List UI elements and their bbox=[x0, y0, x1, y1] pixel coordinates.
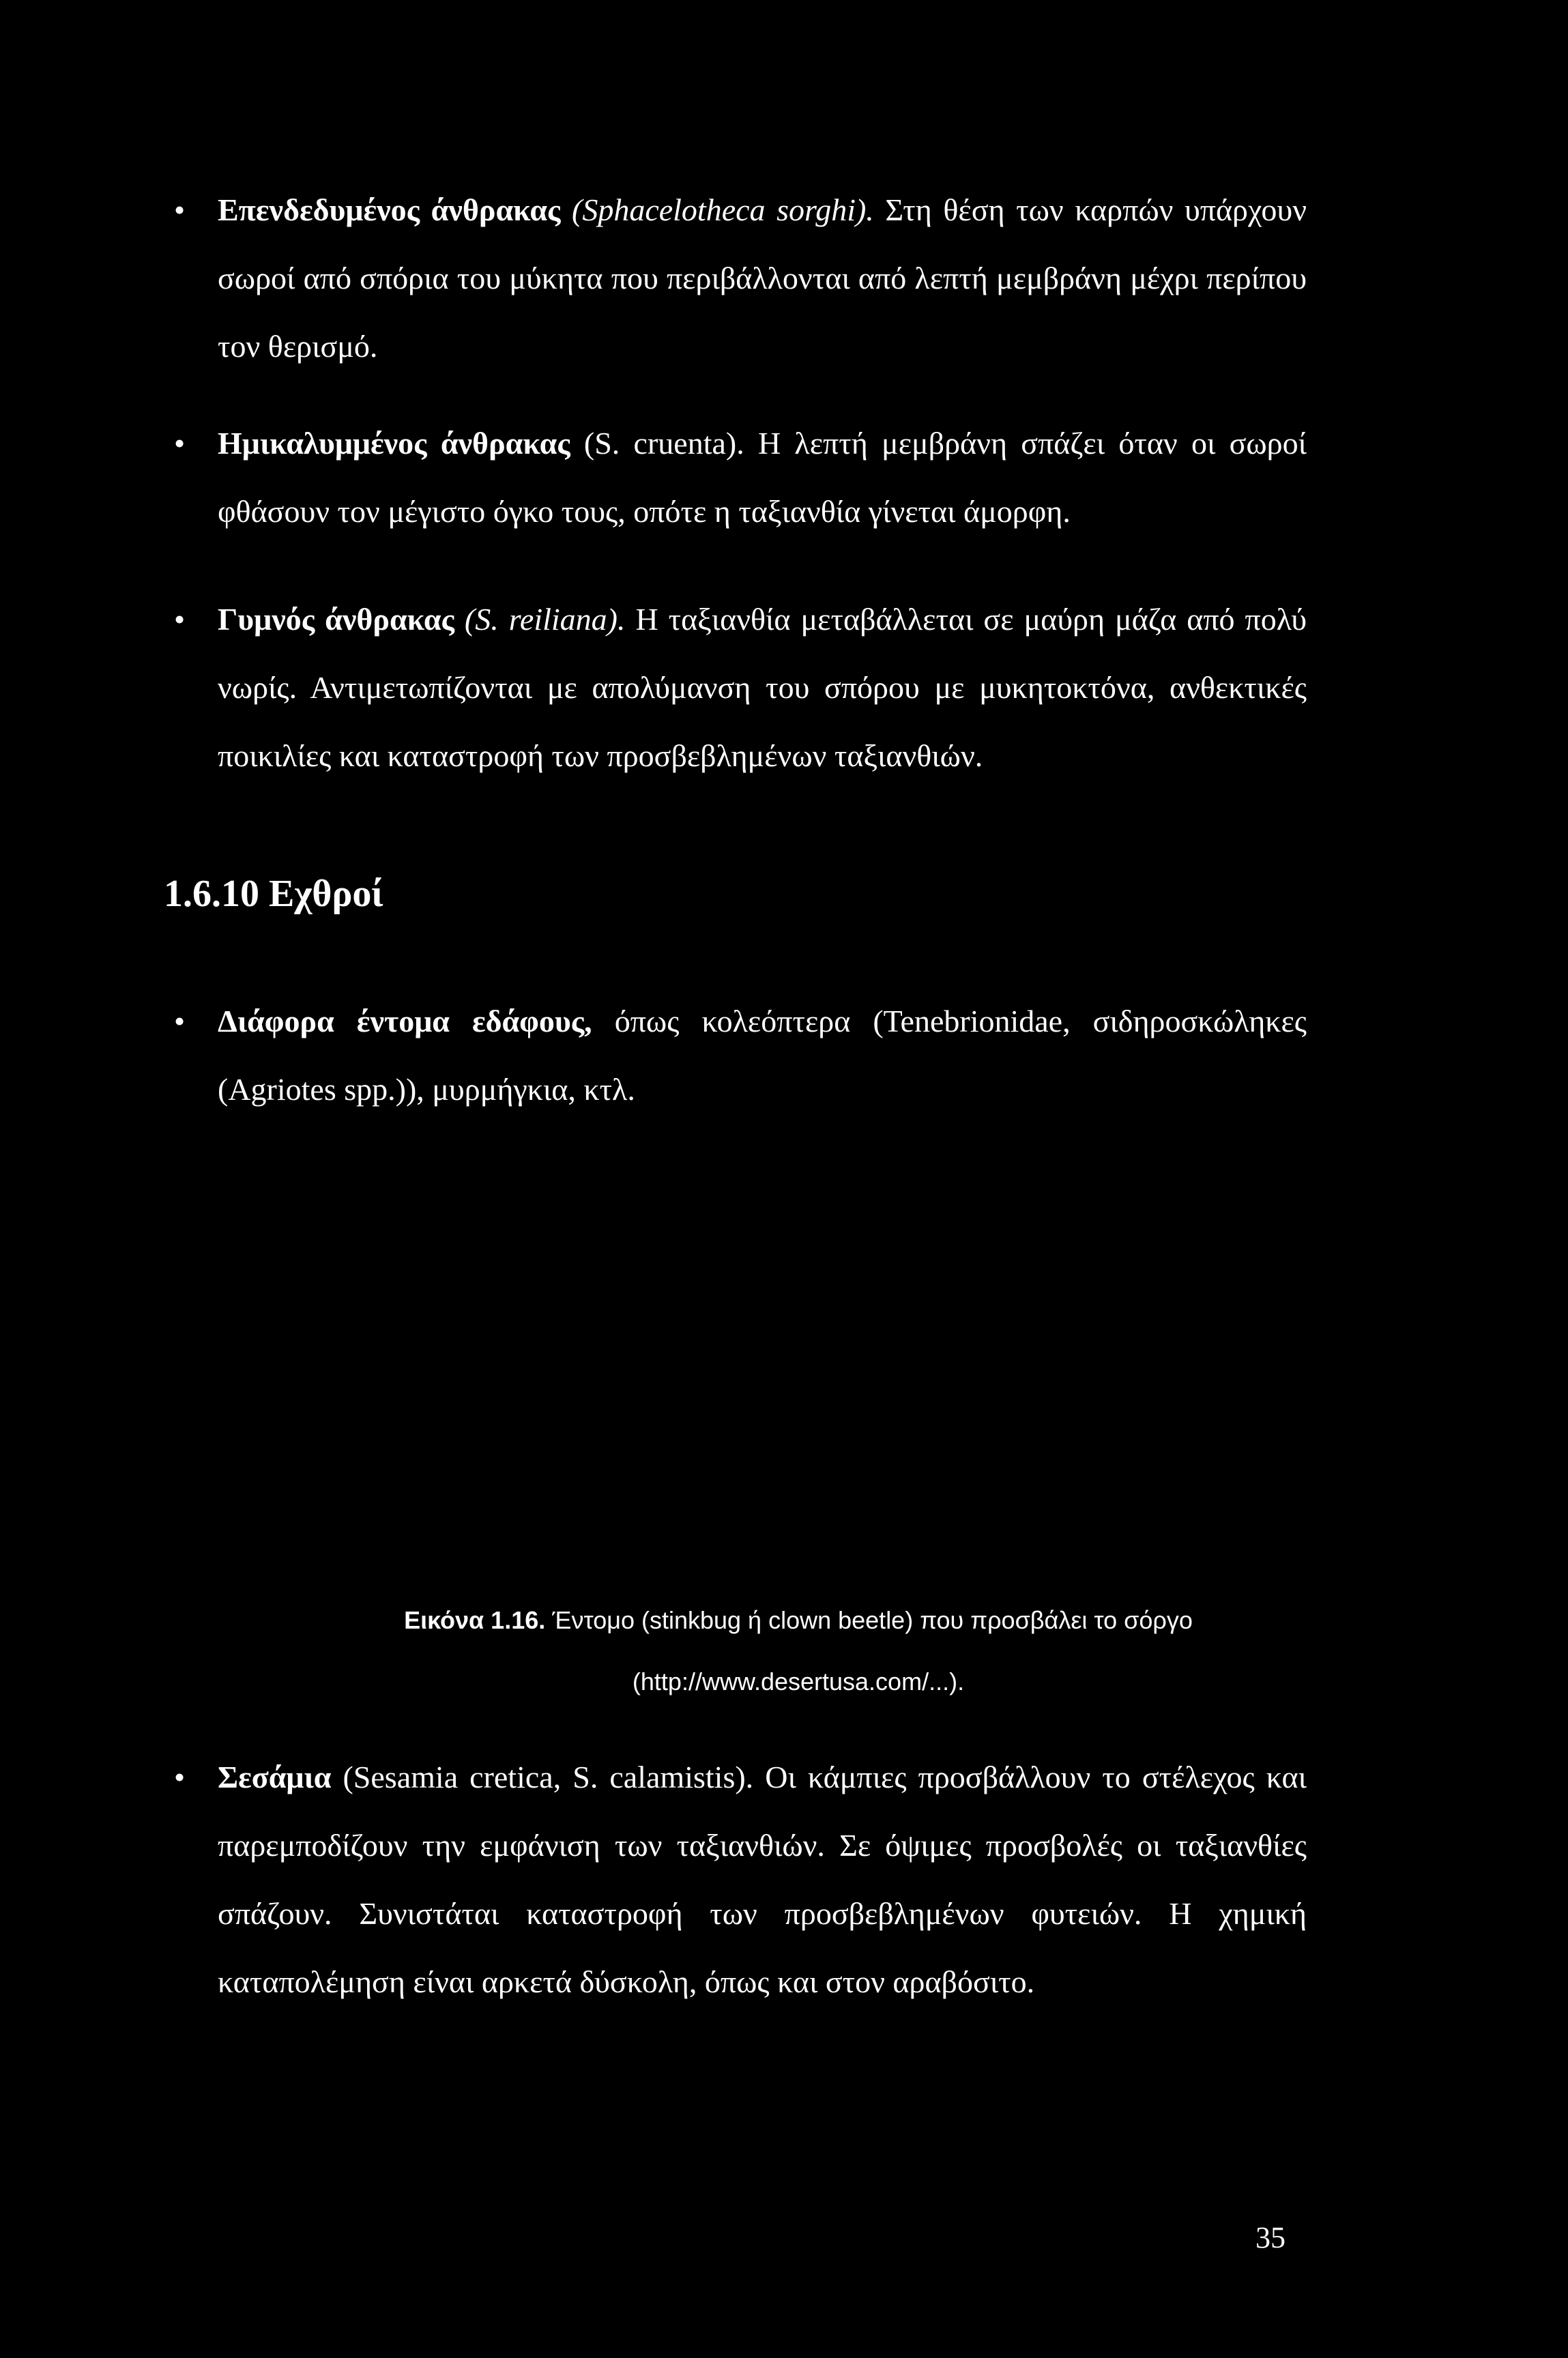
figure-caption-source: (http://www.desertusa.com/...). bbox=[632, 1668, 965, 1695]
bullet-description: Η ταξιανθία μεταβάλλεται σε μαύρη μάζα από πολύ νωρίς. Αντιμετωπίζονται με απολύμανση του σπόρου με μυκητοκτόνα, ανθεκτικές ποικιλίες και καταστροφή των προσβεβλημένων ταξιανθιών. bbox=[218, 602, 1307, 773]
bullet-item-sesamia bbox=[174, 1743, 1307, 2016]
figure-image bbox=[174, 1119, 1375, 1569]
bullet-item-soil-insects bbox=[174, 987, 1307, 1124]
bullet-description: (Sesamia cretica, S. calamistis). Οι κάμπιες προσβάλλουν το στέλεχος και παρεμποδίζουν την εμφάνιση των ταξιανθιών. Σε όψιμες προσβολές οι ταξιανθίες σπάζουν. Συνιστάται καταστροφή των προσβεβλημένων φυτειών. Η χημική καταπολέμηση είναι αρκετά δύσκολη, όπως και στον αραβόσιτο. bbox=[218, 1760, 1307, 1999]
section-heading: 1.6.10 Εχθροί bbox=[164, 873, 383, 915]
bullet-term: Ημικαλυμμένος άνθρακας bbox=[218, 426, 570, 461]
bullet-dot: • bbox=[174, 1760, 186, 1794]
bullet-dot: • bbox=[174, 602, 186, 637]
bullet-text bbox=[218, 176, 1307, 381]
bullet-item-loose-smut bbox=[174, 409, 1307, 546]
bullet-latin-name: (Sphacelotheca sorghi). bbox=[560, 192, 874, 227]
bullet-description: όπως κολεόπτερα (Tenebrionidae, σιδηροσκώληκες (Agriotes spp.)), μυρμήγκια, κτλ. bbox=[218, 1004, 1307, 1107]
bullet-text bbox=[218, 1743, 1307, 2016]
bullet-text bbox=[218, 585, 1307, 790]
bullet-dot: • bbox=[174, 426, 186, 461]
bullet-description: Στη θέση των καρπών υπάρχουν σωροί από σπόρια του μύκητα που περιβάλλονται από λεπτή μεμβράνη μέχρι περίπου τον θερισμό. bbox=[218, 192, 1307, 364]
bullet-dot: • bbox=[174, 192, 186, 227]
bullet-text bbox=[218, 409, 1307, 546]
bullet-latin-name: (S. reiliana). bbox=[454, 602, 626, 637]
figure-caption bbox=[218, 1590, 1378, 1651]
bullet-description: Η λεπτή μεμβράνη σπάζει όταν οι σωροί φθάσουν τον μέγιστο όγκο τους, οπότε η ταξιανθία γίνεται άμορφη. bbox=[218, 426, 1307, 529]
bullet-term: Γυμνός άνθρακας bbox=[218, 602, 454, 637]
page-number: 35 bbox=[1255, 2221, 1286, 2254]
caption-label: Εικόνα 1.16. bbox=[404, 1606, 546, 1634]
bullet-text bbox=[218, 987, 1307, 1124]
bullet-term: Σεσάμια bbox=[218, 1760, 332, 1794]
bullet-item-covered-smut bbox=[174, 176, 1307, 381]
bullet-term: Επενδεδυμένος άνθρακας bbox=[218, 192, 561, 227]
bullet-latin-name: (S. cruenta). bbox=[570, 426, 744, 461]
bullet-item-head-smut bbox=[174, 585, 1307, 790]
caption-text: Έντομο (stinkbug ή clown beetle) που προσβάλει το σόργο bbox=[545, 1606, 1193, 1634]
bullet-dot: • bbox=[174, 1004, 186, 1038]
bullet-term: Διάφορα έντομα εδάφους, bbox=[218, 1004, 592, 1038]
